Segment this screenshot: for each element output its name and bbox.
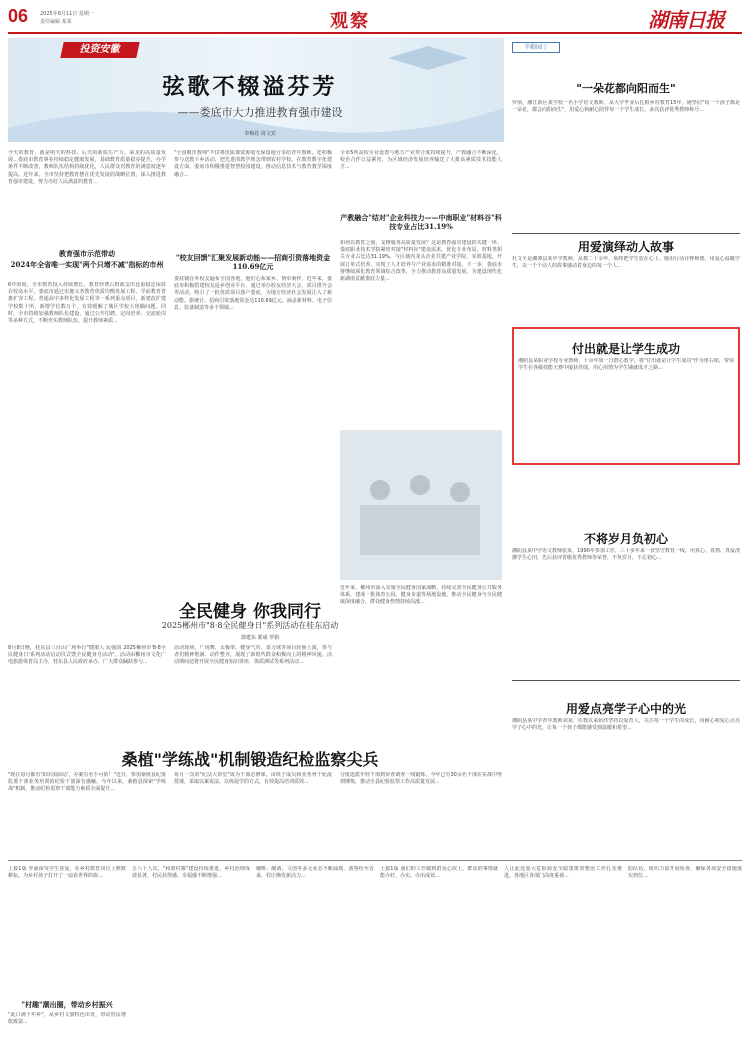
sport-col3-body: 近年来，郴州市深入实施全民健身国家战略，持续完善全民健身公共服务体系，建成一批体育公园、健身步道等场地设施，推动全民健身与全民健康深度融合，群众健身热情持续高涨...	[340, 585, 502, 606]
feature-tag: 投资安徽	[60, 42, 139, 58]
photo-placeholder-icon	[340, 430, 502, 580]
sport-byline: 郭建东 郭成 罗娟	[240, 635, 280, 641]
bottom-col5-text: 人让此处重大危险源安全隐患排查整治工作扎实推进，各地区各部门高度重视...	[504, 866, 622, 880]
sport-photo	[340, 430, 502, 580]
right-story-title-4: 不将岁月负初心	[583, 532, 668, 546]
masthead	[0, 0, 750, 40]
sport-subheadline: 2025郴州市"8·8全民健身日"系列活动在桂东启动	[161, 621, 339, 630]
supervision-col1-body: "现在每月都有'知识加油站'，办案有名手可依！"近日，参加桑植县纪委监委干部业务培训的纪检干部深有感触。今年以来，桑植县探索"学练战"机制，推动纪检监察干部能力素质全面提升...	[8, 772, 166, 793]
right-divider-2	[512, 680, 740, 681]
right-story-title-1: "一朵花都向阳而生"	[576, 82, 676, 95]
feature-byline: 李梅花 周文宾	[244, 131, 276, 137]
supervision-col3-body: 分批选派年轻干部到审查调查一线锻炼，今年已有30余名干部在实战中得到锤炼，推动全县纪检监察工作高质量发展...	[340, 772, 502, 786]
feature-subhead-2: 2024年全省唯一实现"两个只增不减"指标的市州	[10, 260, 164, 269]
sport-col1-body: 8月8日晚，桂东县三台山广场举行"健康人 民强国 2025郴州市'8·8全民健身日'系列活动启动仪式暨全民健身月活动"。活动由郴州市文化广电旅游体育局主办，桂东县人民政府承办，广大群众踊跃参与...	[8, 645, 166, 666]
bottom-col1-text-2: "此口满千年乡"，从乡村文旅特色出发，带动村民增收致富...	[8, 1012, 126, 1026]
bottom-col1-text: 上接1版 罗丽深受学生喜爱，在乡村教育岗位上默默耕耘，为乡村孩子打开了一扇看世界的窗...	[8, 866, 126, 880]
feature-subhead-1: 教育强市示范带动	[59, 249, 115, 258]
bottom-col4-text: 上接1版 我们的工作做到群众心坎上，群众的事情就能办好、办实、办出成效...	[380, 866, 498, 880]
feature-col1-text: 今天的教育，就是明天的科技、后天的新质生产力。来龙的高质量发展...娄底市教育事业持续稳定健康发展，基础教育质量稳步提升，办学条件不断改善，教师队伍结构持续优化，人民群众对教育的满意度逐年提高。近年来，全市坚持把教育摆在优先发展的战略位置，深入推进教育强市建设，努力办好人民满意的教育...	[8, 150, 166, 185]
bottom-col6-text: 防队伍、组织力量开展检查，确保各项安全措施落实到位...	[628, 866, 742, 880]
page-number: 06	[8, 6, 29, 26]
right-story-body-5: 湘阴县某中学青年教师刘某，任教以来始终坚持以爱育人，关注每一个学生的成长，用耐心和爱心点亮学子心中的光，让每一个孩子都能感受到温暖和希望...	[512, 718, 740, 732]
right-story-body-3: 湘阴县某职业学校专业教师，十余年如一日潜心教学，将"付出就是让学生成功"作为座右铭，带领学生在各级技能大赛中屡获佳绩，用心用情为学生铺就成才之路...	[518, 358, 734, 372]
bottom-divider	[8, 860, 742, 861]
supervision-col2-body: 每月一次的"纪法大讲堂"成为干部必修课，由班子成员和业务骨干轮流授课，采取以案说法、以练促学的方式，有效提高培训质效...	[174, 772, 332, 786]
right-story-body-4: 湘阴县某中学语文教师张某，1990年参加工作，三十多年来一直坚守教育一线，用真心、真情、真爱浇灌学生心田，先后获评省级优秀教师等荣誉，不负岁月，不忘初心...	[512, 548, 740, 562]
date-line: 2025年8月11日 星期一 责任编辑 某某	[40, 11, 94, 25]
sport-col2-body: 活动现场，广场舞、太极拳、健身气功、柔力球等项目轮番上演，参与者们精神饱满、动作整齐，展现了新时代群众积极向上的精神风貌。活动期间还将开展全民健身知识讲座、体质测试等系列活动...	[174, 645, 332, 666]
bottom-col2-text: 五六十人次，"和谐村寨"建设持续推进，乡村治理成效显著，村民获得感、幸福感不断增强...	[132, 866, 250, 880]
feature-subheadline: ——娄底市大力推进教育强市建设	[177, 106, 343, 119]
feature-col3-text: 全市5所高校专业设置与地方产业契合度持续提升，产教融合不断深化，校企合作日益紧密，为区域经济发展培养输送了大批高素质技术技能人才...	[340, 150, 502, 171]
paper-logo: 湖南日报	[648, 8, 724, 32]
right-story-title-5: 用爱点亮学子心中的光	[565, 702, 686, 716]
column-tag: 辛勤园丁	[512, 42, 560, 53]
feature-subhead-3: "校友回馈"汇聚发展新动能——招商引资落地资金110.69亿元	[175, 253, 331, 271]
mortarboard-icon	[388, 46, 468, 70]
right-story-body-2: 杜文平是湘潭县某中学教师，从教二十余年，始终把学生放在心上。她用行动诠释师德，用爱心温暖学生，以一个个动人的故事感动着身边的每一个人...	[512, 256, 740, 270]
masthead-rule	[8, 32, 742, 34]
section-title: 观察	[330, 11, 370, 32]
right-story-body-1: 罗丽，湘江新区某学校一名小学语文教师，从大学毕业后扎根乡村教育15年。她坚信"每一个孩子都是一朵花，都会向阳而生"，用爱心和耐心陪伴每一个学生成长，多次获评优秀教师称号...	[512, 100, 740, 114]
right-story-title-3: 付出就是让学生成功	[571, 342, 680, 356]
feature-col2-text: "全国模范教师"不仅将优质课资源毫无保留地分享给青年教师，还积极参与送教下乡活动，把先进的教学理念带到农村学校。在教育数字化建设方面，娄底市积极推进智慧校园建设，推动信息技术与教育教学深度融合...	[174, 150, 332, 178]
feature-col2-body: 娄底籍在外校友遍布全国各地，他们心系家乡、情牵桑梓。近年来，娄底市积极搭建校友返乡创业平台，通过举办校友经济大会、项目推介会等活动，吸引了一批优质项目落户娄底，为地方经济社会发展注入了新动能。据统计，招商引资落地资金达110.69亿元，涵盖新材料、电子信息、装备制造等多个领域...	[174, 276, 332, 311]
feature-subhead-4: 产教融合"结对"企业科技力——中南职业"材料谷"科技专业占比31.19%	[340, 213, 502, 231]
supervision-headline: 桑植"学练战"机制锻造纪检监察尖兵	[121, 750, 379, 769]
sport-headline: 全民健身 你我同行	[179, 602, 321, 622]
feature-col3-body: 如何以教育之强，支撑服务高质量发展？这是教育强市建设的关键一环。娄底职业技术学院紧密对接"材料谷"建设需求，优化专业布局，材料类相关专业占比达31.19%，与区域内龙头企业共建产业学院、实训基地，开展订单式培养，实现了人才培养与产业需求的精准对接。下一步，娄底市将继续深化教育领域综合改革，全力推动教育高质量发展，为建设现代化新湖南贡献娄底力量...	[340, 240, 502, 283]
right-story-title-2: 用爱演绎动人故事	[577, 240, 674, 254]
right-divider-1	[512, 233, 740, 234]
bottom-col3-text: 咖啡、酿酒、文创等多元业态不断涌现，游客纷至沓来，村庄焕发新活力...	[256, 866, 374, 880]
bottom-subhead-1: "村趣"潮出圈，带动乡村振兴	[21, 1000, 113, 1009]
feature-col1-body: 6年时间，全市教育投入持续增长，教育经费占财政支出比重稳定保持在较高水平。娄底市通过实施义务教育优质均衡发展工程、学前教育普惠扩容工程、普通高中多样化发展工程等一系列重点项目，新建改扩建学校数十所，新增学位数万个，有效缓解了城区学校大班额问题。同时，全市持续加强教师队伍建设，通过公开招聘、定向培养、交流轮岗等多种方式，不断充实教师队伍，提升教师素质...	[8, 282, 166, 325]
feature-headline: 弦歌不辍溢芬芳	[162, 74, 338, 100]
